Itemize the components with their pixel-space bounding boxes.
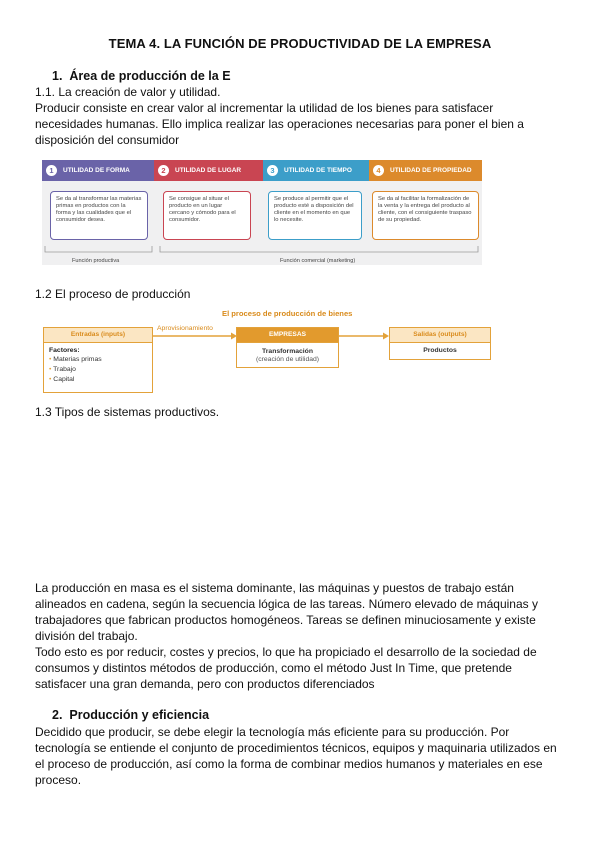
paragraph-value xyxy=(35,100,595,148)
utility-text-line: cliente, con el consiguiente traspaso xyxy=(378,210,472,216)
paragraph-line: satisfacer una gran demanda, pero con productos diferenciados xyxy=(35,677,375,691)
number-badge: 3 xyxy=(267,165,278,176)
utility-text-line: la venta y la entrega del producto al xyxy=(378,203,470,209)
utility-text-line: de su propiedad. xyxy=(378,217,422,223)
utility-header-property xyxy=(369,160,482,181)
utility-text-line: lo necesite. xyxy=(274,217,304,223)
utility-text-line: consumidor. xyxy=(169,217,201,223)
paragraph-line: el proceso de producción, así como la forma de combinar medios humanos y materiales en ese xyxy=(35,757,543,771)
utility-header-label: UTILIDAD DE LUGAR xyxy=(175,167,242,174)
utility-text-line: producto en un lugar xyxy=(169,203,223,209)
subsection-1-2-heading: 1.2 El proceso de producción xyxy=(35,287,191,301)
number-badge: 2 xyxy=(158,165,169,176)
mass-production-paragraph xyxy=(35,580,595,692)
subsection-1-1-heading: 1.1. La creación de valor y utilidad. xyxy=(35,85,221,99)
section-2-heading xyxy=(52,708,209,722)
paragraph-line: disposición del consumidor xyxy=(35,133,180,147)
utility-text-line: forma y las cualidades que el xyxy=(56,210,132,216)
commercial-function-label: Función comercial (marketing) xyxy=(280,258,356,264)
paragraph-line: consumos y distintos métodos de producción, como el método Just In Time, que pretende xyxy=(35,661,512,675)
factor-item-label: Trabajo xyxy=(53,366,76,373)
paragraph-line: necesidades humanas. Ello implica realizar las operaciones necesarias para poner el bien a xyxy=(35,117,524,131)
procurement-label: Aprovisionamiento xyxy=(157,325,213,332)
inputs-header: Entradas (inputs) xyxy=(44,328,152,343)
section-1-title: Área de producción de la E xyxy=(69,69,231,83)
paragraph-line: Producir consiste en crear valor al incrementar la utilidad de los bienes para satisfacer xyxy=(35,101,494,115)
inputs-box xyxy=(43,327,153,393)
utility-text-line: Se consigue al situar el xyxy=(169,196,229,202)
utility-box-property xyxy=(372,191,479,240)
paragraph-line: proceso. xyxy=(35,773,82,787)
utility-text-line: consumidor desea. xyxy=(56,217,105,223)
transformation-label: Transformación xyxy=(262,348,313,355)
paragraph-line: Todo esto es por reducir, costes y precios, lo que ha propiciado el desarrollo de la sociedad de xyxy=(35,645,537,659)
utility-text-line: producto esté a disposición del xyxy=(274,203,354,209)
utility-text-line: cliente en el momento en que xyxy=(274,210,351,216)
utility-header-label: UTILIDAD DE TIEMPO xyxy=(284,167,352,174)
factor-item: • Capital xyxy=(49,376,75,383)
factor-item-label: Materias primas xyxy=(53,356,102,363)
utility-box-place xyxy=(163,191,251,240)
utility-header-time xyxy=(263,160,369,181)
utility-text-line: cercano y cómodo para el xyxy=(169,210,236,216)
factors-label: Factores: xyxy=(49,347,80,354)
value-creation-label: (creación de utilidad) xyxy=(255,356,320,363)
number-badge: 4 xyxy=(373,165,384,176)
company-header: EMPRESAS xyxy=(237,328,338,343)
paragraph-line: trabajadores que fabrican productos homogéneos. Tareas se definen minuciosamente y existe xyxy=(35,613,536,627)
procurement-arrow-icon xyxy=(153,331,237,341)
factor-item-label: Capital xyxy=(53,376,75,383)
utility-text-line: Se produce al permitir que el xyxy=(274,196,349,202)
utility-header-label: UTILIDAD DE PROPIEDAD xyxy=(390,167,472,174)
factor-item: • Materias primas xyxy=(49,356,102,363)
paragraph-line: Decidido que producir, se debe elegir la tecnología más eficiente para su producción. Por xyxy=(35,725,510,739)
paragraph-line: división del trabajo. xyxy=(35,629,138,643)
utility-header-label: UTILIDAD DE FORMA xyxy=(63,167,130,174)
number-badge: 1 xyxy=(46,165,57,176)
utility-header-place xyxy=(154,160,263,181)
outputs-header: Salidas (outputs) xyxy=(390,328,490,343)
process-diagram-title: El proceso de producción de bienes xyxy=(222,309,353,318)
subsection-1-3-heading: 1.3 Tipos de sistemas productivos. xyxy=(35,405,220,419)
efficiency-paragraph xyxy=(35,724,600,788)
outputs-box xyxy=(389,327,491,360)
productive-function-label: Función productiva xyxy=(72,258,120,264)
section-1-number: 1. xyxy=(52,69,63,83)
section-2-title: Producción y eficiencia xyxy=(69,708,210,722)
factor-item: • Trabajo xyxy=(49,366,76,373)
output-arrow-icon xyxy=(339,331,389,341)
page-title: TEMA 4. LA FUNCIÓN DE PRODUCTIVIDAD DE LA EMPRESA xyxy=(108,36,492,51)
section-1-heading xyxy=(52,69,231,83)
paragraph-line: alineados en cadena, según la secuencia lógica de las tareas. Número elevado de máquinas y xyxy=(35,597,538,611)
paragraph-line: tecnología se entiende el conjunto de procedimientos técnicos, equipos y maquinaria utilizados en xyxy=(35,741,557,755)
company-box xyxy=(236,327,339,368)
paragraph-line: La producción en masa es el sistema dominante, las máquinas y puestos de trabajo están xyxy=(35,581,514,595)
utility-text-line: primas en productos con la xyxy=(56,203,126,209)
utility-bracket-lines xyxy=(42,244,482,258)
utility-box-form xyxy=(50,191,148,240)
utility-text-line: Se da al facilitar la formalización de xyxy=(378,196,470,202)
products-label: Productos xyxy=(423,347,457,354)
utility-box-time xyxy=(268,191,362,240)
utility-text-line: Se da al transformar las materias xyxy=(56,196,142,202)
section-2-number: 2. xyxy=(52,708,63,722)
utility-header-form xyxy=(42,160,154,181)
